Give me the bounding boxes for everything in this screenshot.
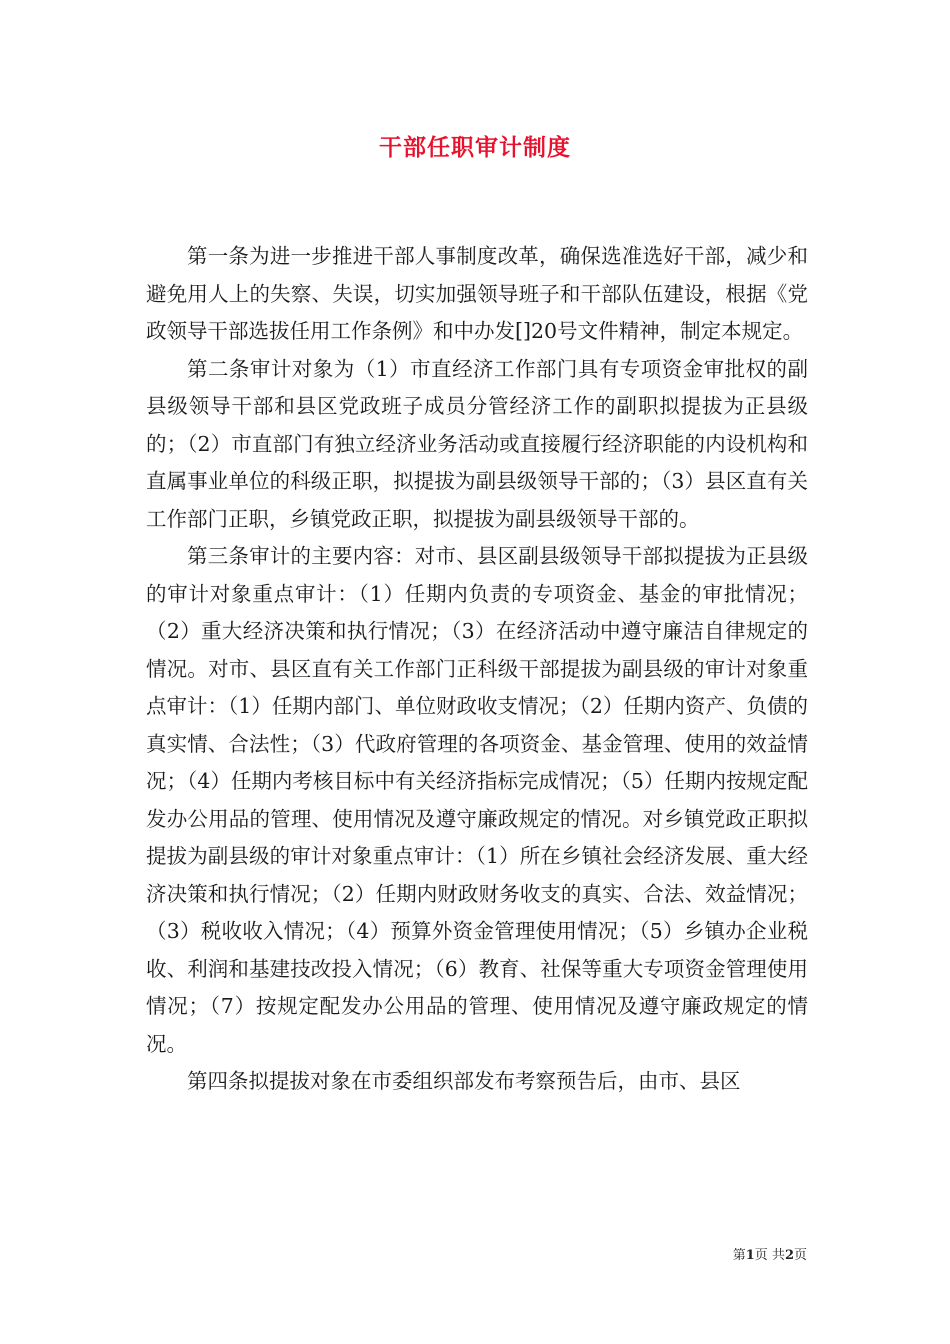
footer-middle: 页 共 (754, 1248, 785, 1263)
total-page-number: 2 (784, 1248, 794, 1263)
current-page-number: 1 (745, 1248, 755, 1263)
page-number-footer (733, 1247, 807, 1265)
article-2-paragraph: 第二条审计对象为（1）市直经济工作部门具有专项资金审批权的副县级领导干部和县区党政班子成员分管经济工作的副职拟提拔为正县级的；（2）市直部门有独立经济业务活动或直接履行经济职能的内设机构和直属事业单位的科级正职，拟提拔为副县级领导干部的；（3）县区直有关工作部门正职，乡镇党政正职，拟提拔为副县级领导干部的。 (146, 356, 808, 531)
footer-suffix: 页 (793, 1248, 807, 1263)
page-title: 干部任职审计制度 (379, 134, 571, 161)
article-1-paragraph: 第一条为进一步推进干部人事制度改革，确保选准选好干部，减少和避免用人上的失察、失误，切实加强领导班子和干部队伍建设，根据《党政领导干部选拔任用工作条例》和中办发[]20号文件精神，制定本规定。 (146, 244, 808, 343)
article-4-paragraph: 第四条拟提拔对象在市委组织部发布考察预告后，由市、县区 (187, 1069, 741, 1093)
footer-prefix: 第 (732, 1248, 746, 1263)
document-body (146, 238, 808, 1101)
article-3-paragraph: 第三条审计的主要内容：对市、县区副县级领导干部拟提拔为正县级的审计对象重点审计：（1）任期内负责的专项资金、基金的审批情况；（2）重大经济决策和执行情况；（3）在经济活动中遵守廉洁自律规定的情况。对市、县区直有关工作部门正科级干部提拔为副县级的审计对象重点审计：（1）任期内部门、单位财政收支情况；（2）任期内资产、负债的真实情、合法性；（3）代政府管理的各项资金、基金管理、使用的效益情况；（4）任期内考核目标中有关经济指标完成情况；（5）任期内按规定配发办公用品的管理、使用情况及遵守廉政规定的情况。对乡镇党政正职拟提拔为副县级的审计对象重点审计：（1）所在乡镇社会经济发展、重大经济决策和执行情况；（2）任期内财政财务收支的真实、合法、效益情况；（3）税收收入情况；（4）预算外资金管理使用情况；（5）乡镇办企业税收、利润和基建技改投入情况；（6）教育、社保等重大专项资金管理使用情况；（7）按规定配发办公用品的管理、使用情况及遵守廉政规定的情况。 (146, 544, 808, 1056)
